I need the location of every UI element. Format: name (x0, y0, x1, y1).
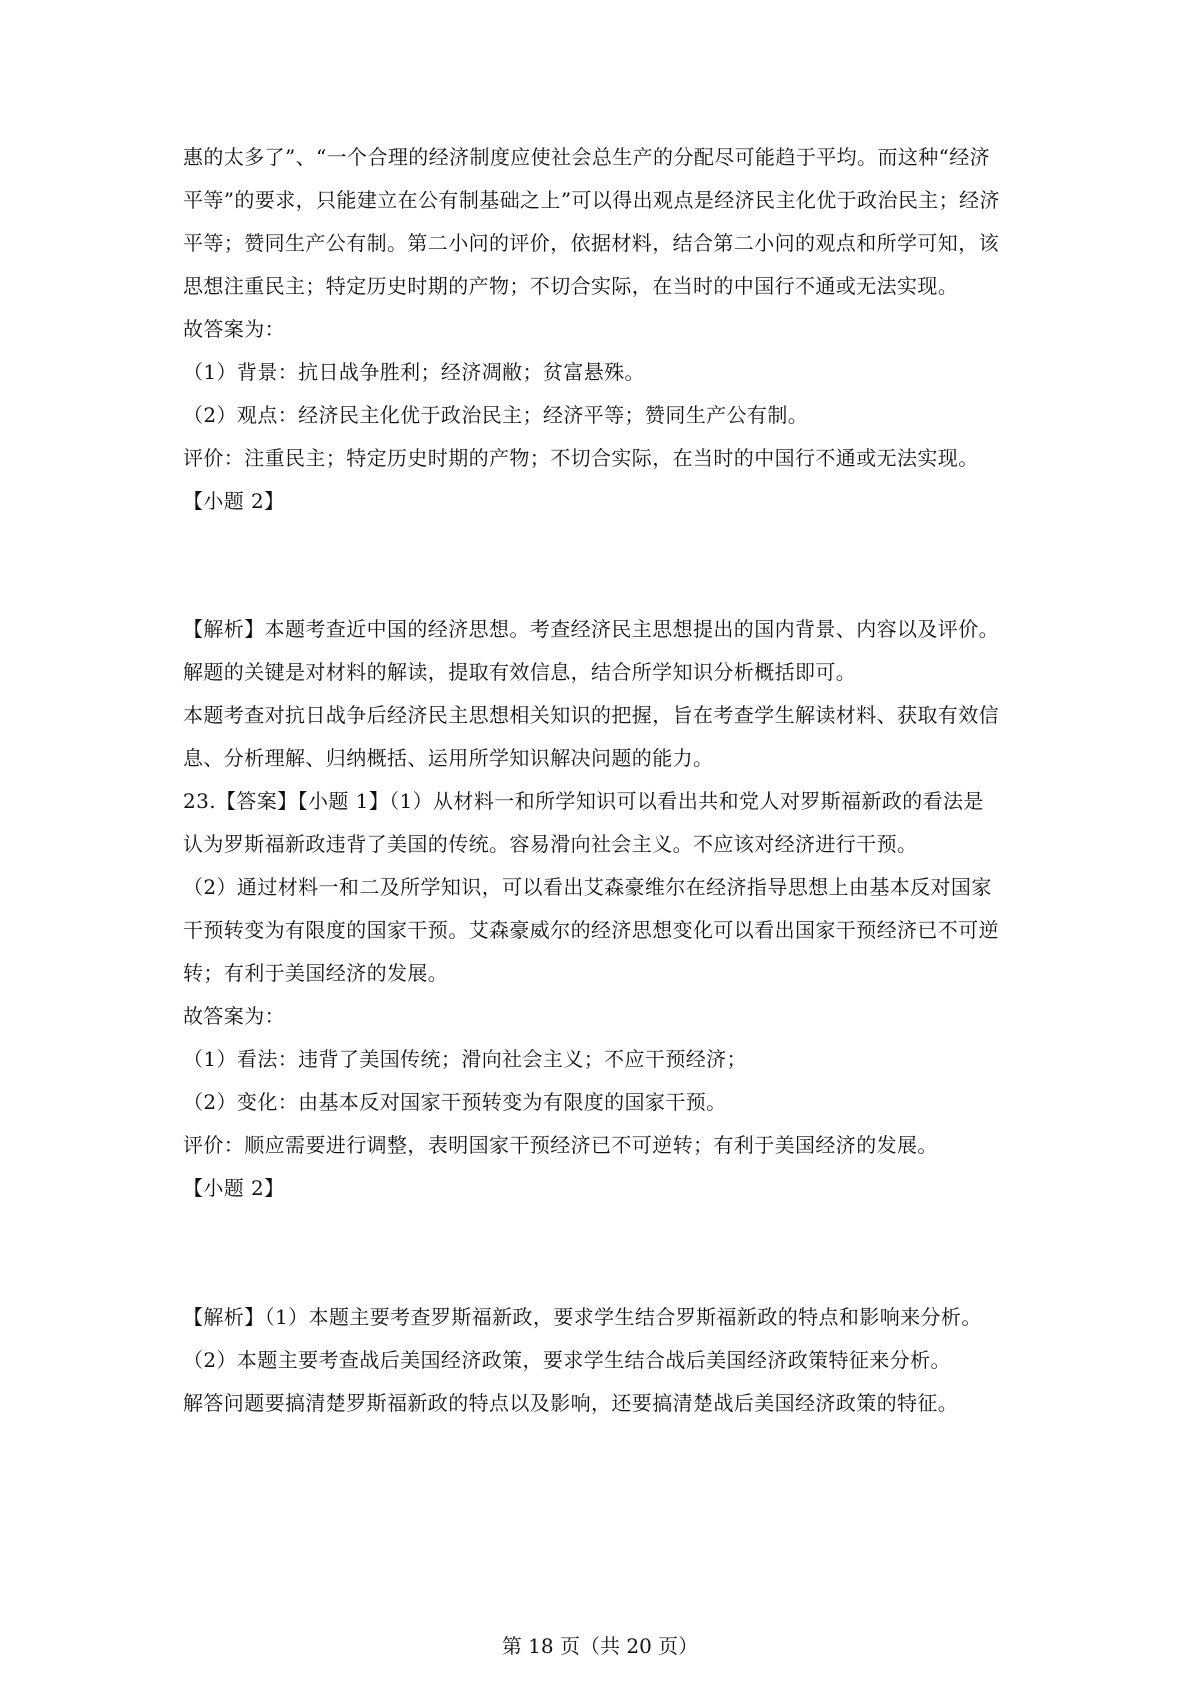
text-line: （2）变化：由基本反对国家干预转变为有限度的国家干预。 (183, 1090, 727, 1114)
text-line: 【解析】（1）本题主要考查罗斯福新政，要求学生结合罗斯福新政的特点和影响来分析。 (183, 1305, 982, 1329)
text-line: 评价：注重民主；特定历史时期的产物；不切合实际，在当时的中国行不通或无法实现。 (183, 446, 979, 470)
sub-question-heading: 【小题 2】 (183, 489, 285, 513)
text-line: 本题考查对抗日战争后经济民主思想相关知识的把握，旨在考查学生解读材料、获取有效信 (183, 703, 999, 727)
text-line: （2）通过材料一和二及所学知识，可以看出艾森豪维尔在经济指导思想上由基本反对国家 (183, 875, 992, 899)
text-line: 认为罗斯福新政违背了美国的传统。容易滑向社会主义。不应该对经济进行干预。 (183, 832, 918, 856)
text-line: 故答案为： (183, 317, 285, 341)
text-line: 转；有利于美国经济的发展。 (183, 961, 449, 985)
text-line: 解答问题要搞清楚罗斯福新政的特点以及影响，还要搞清楚战后美国经济政策的特征。 (183, 1391, 959, 1415)
text-line: 评价：顺应需要进行调整，表明国家干预经济已不可逆转；有利于美国经济的发展。 (183, 1133, 938, 1157)
page-footer: 第 18 页（共 20 页） (501, 1634, 699, 1658)
text-line: 平等；赞同生产公有制。第二小问的评价，依据材料，结合第二小问的观点和所学可知，该 (183, 231, 999, 255)
text-line: 解题的关键是对材料的解读，提取有效信息，结合所学知识分析概括即可。 (183, 660, 857, 684)
text-line: （2）观点：经济民主化优于政治民主；经济平等；赞同生产公有制。 (183, 403, 809, 427)
text-line: （1）看法：违背了美国传统；滑向社会主义；不应干预经济； (183, 1047, 747, 1071)
sub-question-heading: 【小题 2】 (183, 1176, 285, 1200)
text-line: 平等”的要求，只能建立在公有制基础之上”可以得出观点是经济民主化优于政治民主；经济 (183, 188, 1000, 212)
text-line: 惠的太多了”、“一个合理的经济制度应使社会总生产的分配尽可能趋于平均。而这种“经济 (183, 145, 991, 169)
text-line: 思想注重民主；特定历史时期的产物；不切合实际，在当时的中国行不通或无法实现。 (183, 274, 959, 298)
text-line: 故答案为： (183, 1004, 285, 1028)
answer-heading: 23.【答案】【小题 1】（1）从材料一和所学知识可以看出共和党人对罗斯福新政的看法是 (183, 789, 984, 813)
text-line: 息、分析理解、归纳概括、运用所学知识解决问题的能力。 (183, 746, 714, 770)
text-line: （2）本题主要考查战后美国经济政策，要求学生结合战后美国经济政策特征来分析。 (183, 1348, 951, 1372)
text-line: 干预转变为有限度的国家干预。艾森豪威尔的经济思想变化可以看出国家干预经济已不可逆 (183, 918, 999, 942)
text-line: 【解析】本题考查近中国的经济思想。考查经济民主思想提出的国内背景、内容以及评价。 (183, 617, 999, 641)
text-line: （1）背景：抗日战争胜利；经济凋敝；贫富悬殊。 (183, 360, 645, 384)
